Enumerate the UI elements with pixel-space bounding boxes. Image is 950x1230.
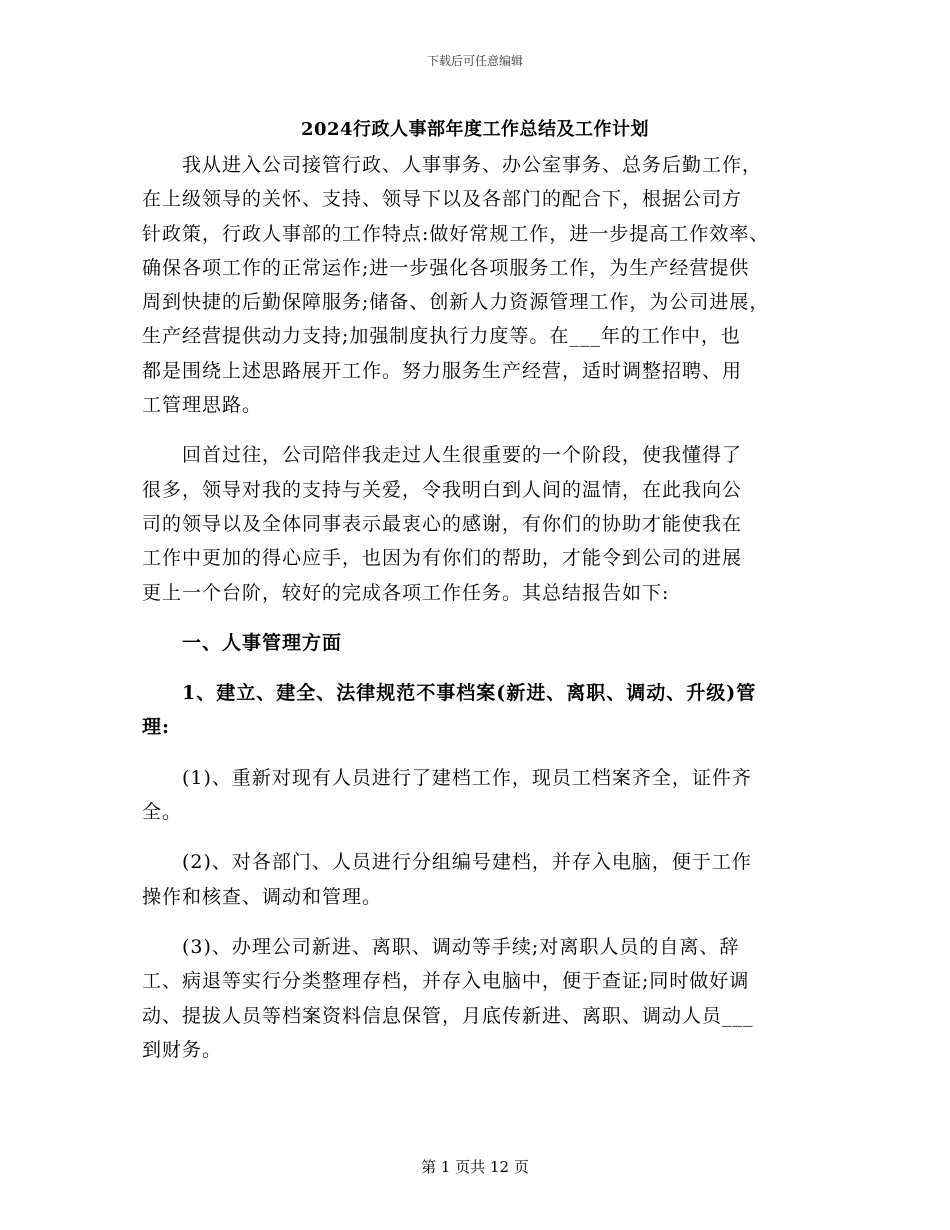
page-number: 第 1 页共 12 页: [421, 1158, 529, 1176]
paragraph-line: (3)、办理公司新进、离职、调动等手续;对离职人员的自离、辞: [142, 935, 740, 958]
paragraph-intro: [142, 148, 810, 422]
paragraph-line: 操作和核查、调动和管理。: [142, 885, 383, 908]
paragraph-line: (1)、重新对现有人员进行了建档工作，现员工档案齐全，证件齐: [142, 766, 752, 789]
paragraph-line: 我从进入公司接管行政、人事事务、办公室事务、总务后勤工作，: [142, 154, 763, 176]
paragraph-line: 工管理思路。: [142, 394, 263, 417]
paragraph-line: 司的领导以及全体同事表示最衷心的感谢，有你们的协助才能使我在: [142, 512, 743, 535]
list-item: [142, 930, 810, 1067]
paragraph-line: 周到快捷的后勤保障服务;储备、创新人力资源管理工作，为公司进展，: [142, 291, 770, 314]
paragraph-line: 都是围绕上述思路展开工作。努力服务生产经营，适时调整招聘、用: [142, 359, 743, 382]
list-item: [142, 761, 810, 830]
page-header-note: 下载后可任意编辑: [426, 54, 523, 68]
paragraph-line: 针政策，行政人事部的工作特点:做好常规工作，进一步提高工作效率、: [142, 222, 770, 245]
subsection-line: 1、建立、建全、法律规范不事档案(新进、离职、调动、升级)管: [142, 682, 757, 705]
paragraph-line: 确保各项工作的正常运作;进一步强化各项服务工作，为生产经营提供: [142, 256, 750, 279]
paragraph-line: 工、病退等实行分类整理存档，并存入电脑中，便于查证;同时做好调: [142, 970, 750, 993]
paragraph-line: 到财务。: [142, 1038, 223, 1061]
paragraph-line: 工作中更加的得心应手，也因为有你们的帮助，才能令到公司的进展: [142, 547, 743, 570]
paragraph-review: [142, 438, 810, 609]
paragraph-line: (2)、对各部门、人员进行分组编号建档，并存入电脑，便于工作: [142, 851, 752, 874]
paragraph-line: 全。: [142, 801, 183, 824]
list-item: [142, 845, 810, 914]
paragraph-line: 很多，领导对我的支持与关爱，令我明白到人间的温情，在此我向公: [142, 478, 743, 501]
subsection-line: 理:: [142, 716, 171, 739]
document-title: 2024行政人事部年度工作总结及工作计划: [300, 119, 650, 140]
paragraph-line: 回首过往，公司陪伴我走过人生很重要的一个阶段，使我懂得了: [142, 444, 743, 467]
paragraph-line: 更上一个台阶，较好的完成各项工作任务。其总结报告如下:: [142, 581, 670, 604]
subsection-heading: [142, 676, 810, 745]
document-body: [142, 148, 810, 1067]
paragraph-line: 在上级领导的关怀、支持、领导下以及各部门的配合下，根据公司方: [142, 188, 743, 211]
section-heading: 一、人事管理方面: [142, 631, 343, 654]
paragraph-line: 动、提拔人员等档案资料信息保管，月底传新进、离职、调动人员___: [142, 1004, 754, 1027]
paragraph-line: 生产经营提供动力支持;加强制度执行力度等。在___年的工作中，也: [142, 325, 741, 348]
